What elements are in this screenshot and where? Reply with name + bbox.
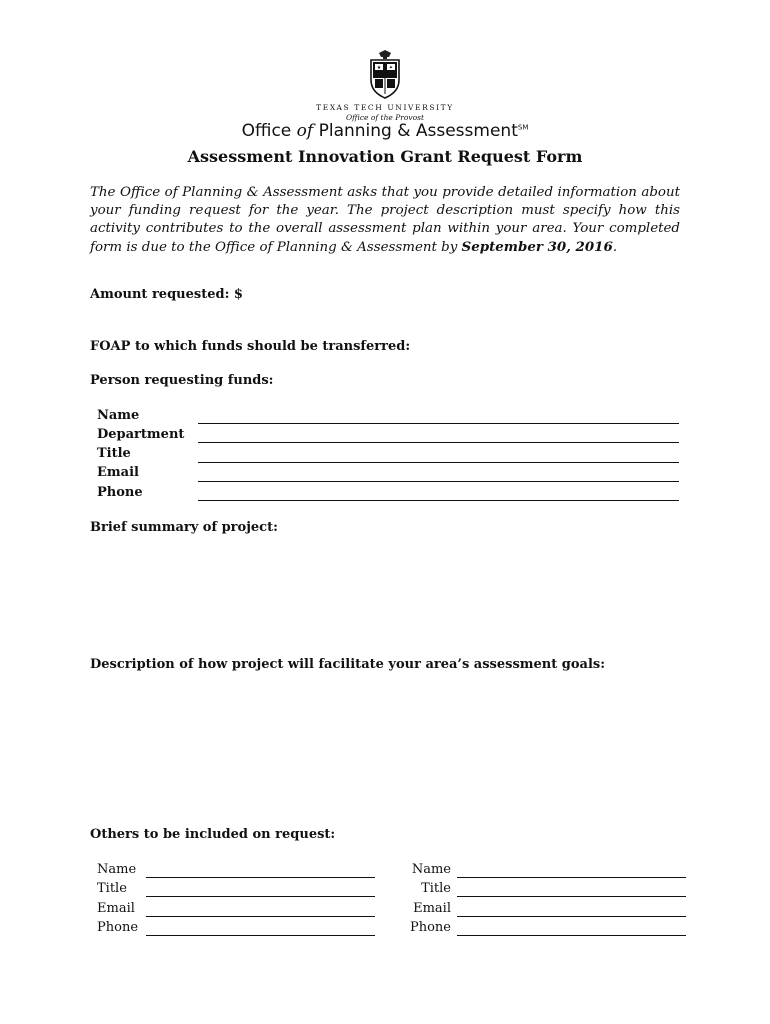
person-phone-label: Phone bbox=[97, 485, 143, 500]
person-department-field[interactable] bbox=[198, 442, 679, 443]
others-left-phone-field[interactable] bbox=[146, 935, 375, 936]
summary-label: Brief summary of project: bbox=[90, 520, 278, 535]
service-mark: SM bbox=[517, 123, 529, 132]
person-phone-field[interactable] bbox=[198, 500, 679, 501]
texas-tech-seal-icon bbox=[365, 50, 405, 100]
university-name: TEXAS TECH UNIVERSITY bbox=[316, 103, 454, 112]
person-name-label: Name bbox=[97, 408, 140, 423]
others-label: Others to be included on request: bbox=[90, 827, 336, 842]
others-left-phone-label: Phone bbox=[97, 920, 139, 935]
form-title: Assessment Innovation Grant Request Form bbox=[187, 147, 583, 166]
svg-text:★: ★ bbox=[376, 65, 382, 71]
person-label: Person requesting funds: bbox=[90, 373, 274, 388]
office-name: Office of Planning & Assessment℠ bbox=[241, 121, 529, 141]
others-right-phone-label: Phone bbox=[409, 920, 451, 935]
description-label: Description of how project will facilitate your area’s assessment goals: bbox=[90, 657, 606, 672]
due-date: September 30, 2016 bbox=[461, 239, 613, 255]
summary-area[interactable] bbox=[90, 540, 680, 650]
person-title-field[interactable] bbox=[198, 462, 679, 463]
others-left-title-label: Title bbox=[97, 881, 127, 896]
description-area[interactable] bbox=[90, 678, 680, 818]
others-right-title-field[interactable] bbox=[457, 896, 686, 897]
others-right-phone-field[interactable] bbox=[457, 935, 686, 936]
svg-text:✦: ✦ bbox=[388, 65, 394, 71]
others-right-title-label: Title bbox=[421, 881, 451, 896]
amount-label: Amount requested: $ bbox=[90, 287, 243, 302]
provost-name: Office of the Provost bbox=[346, 113, 424, 122]
foap-label: FOAP to which funds should be transferred: bbox=[90, 339, 411, 354]
others-left-title-field[interactable] bbox=[146, 896, 375, 897]
person-name-field[interactable] bbox=[198, 423, 679, 424]
others-right-name-field[interactable] bbox=[457, 877, 686, 878]
others-left-name-label: Name bbox=[97, 862, 137, 877]
others-right-email-label: Email bbox=[413, 901, 451, 916]
others-right-email-field[interactable] bbox=[457, 916, 686, 917]
person-department-label: Department bbox=[97, 427, 185, 442]
intro-paragraph: The Office of Planning & Assessment asks that you provide detailed information about your funding request for the year. The project description must specify how this activity contributes to the overall assessment plan within your area. Your completed form is due to the Office of Planning & Assessment by September 30, 2016. bbox=[90, 185, 680, 255]
logo bbox=[0, 50, 770, 100]
person-title-label: Title bbox=[97, 446, 131, 461]
others-left-email-label: Email bbox=[97, 901, 135, 916]
others-left-email-field[interactable] bbox=[146, 916, 375, 917]
person-email-field[interactable] bbox=[198, 481, 679, 482]
others-right-name-label: Name bbox=[411, 862, 451, 877]
person-email-label: Email bbox=[97, 465, 139, 480]
others-left-name-field[interactable] bbox=[146, 877, 375, 878]
